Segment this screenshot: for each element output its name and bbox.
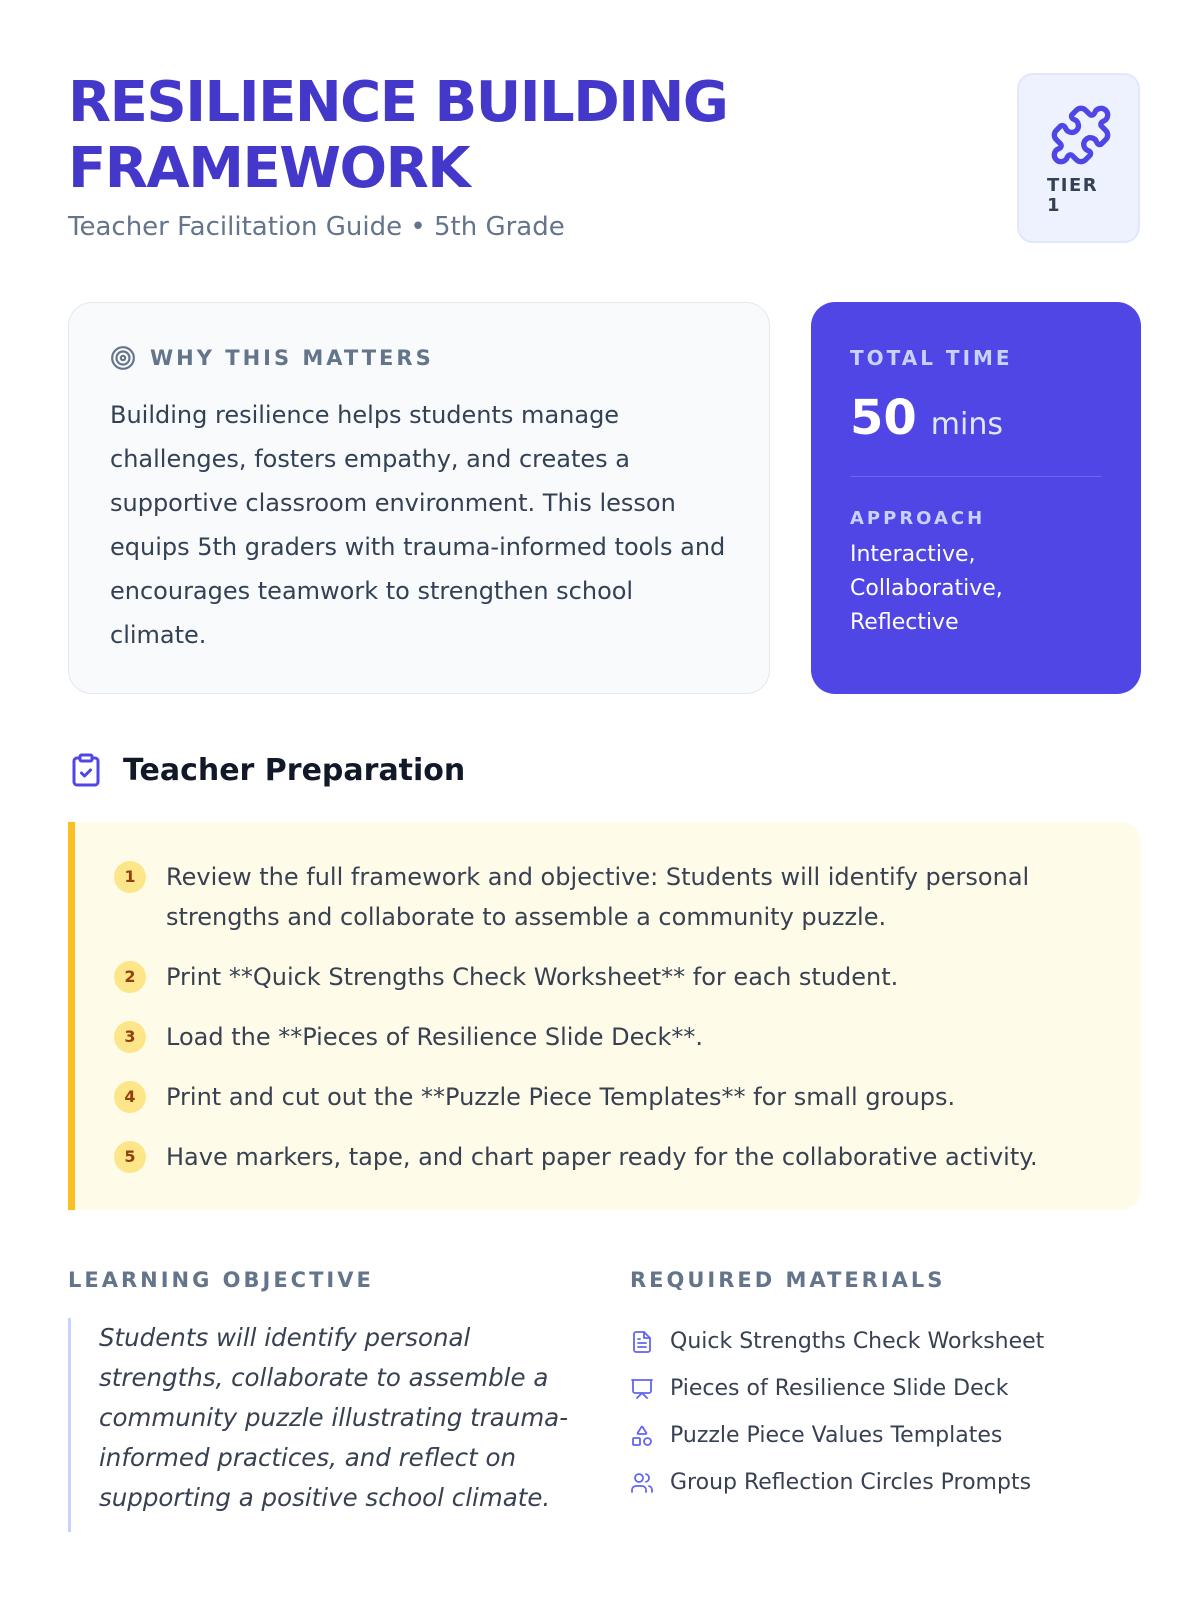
users-icon	[630, 1471, 654, 1495]
material-text: Group Reflection Circles Prompts	[670, 1470, 1032, 1495]
approach-label: APPROACH	[850, 508, 986, 529]
prep-step	[114, 857, 1106, 937]
document-icon	[630, 1330, 654, 1354]
learning-objective-text: Students will identify personal strengths, collaborate to assemble a community puzzle illustrating trauma-informed practices, and reflect on supporting a positive school climate.	[68, 1318, 588, 1532]
approach-text: Interactive, Collaborative, Reflective	[850, 542, 1003, 635]
divider	[850, 476, 1102, 477]
prep-step	[114, 1077, 1106, 1117]
why-title: WHY THIS MATTERS	[150, 346, 434, 370]
required-materials-label: REQUIRED MATERIALS	[630, 1268, 946, 1292]
list-item	[630, 1412, 1044, 1459]
page-subtitle: Teacher Facilitation Guide • 5th Grade	[68, 212, 565, 242]
time-unit: mins	[930, 407, 1003, 442]
step-text: Have markers, tape, and chart paper ready for the collaborative activity.	[166, 1143, 1038, 1171]
page-header	[68, 70, 968, 242]
teacher-preparation-heading	[68, 752, 465, 788]
preparation-title: Teacher Preparation	[123, 752, 466, 788]
tier-label: TIER 1	[1047, 175, 1099, 216]
material-text: Puzzle Piece Values Templates	[670, 1423, 1003, 1448]
target-icon	[110, 345, 136, 371]
presentation-icon	[630, 1377, 654, 1401]
materials-list	[630, 1318, 1044, 1506]
step-number: 4	[114, 1081, 146, 1113]
list-item	[630, 1459, 1044, 1506]
step-number: 3	[114, 1021, 146, 1053]
step-text: Load the **Pieces of Resilience Slide Deck**.	[166, 1023, 704, 1051]
material-text: Pieces of Resilience Slide Deck	[670, 1376, 1009, 1401]
clipboard-check-icon	[68, 752, 104, 788]
prep-step	[114, 1137, 1106, 1177]
puzzle-icon	[1049, 103, 1113, 167]
time-number: 50	[850, 390, 917, 446]
step-number: 2	[114, 961, 146, 993]
prep-step	[114, 957, 1106, 997]
learning-objective-label: LEARNING OBJECTIVE	[68, 1268, 374, 1292]
page-title: RESILIENCE BUILDING FRAMEWORK	[68, 70, 728, 201]
step-number: 5	[114, 1141, 146, 1173]
why-heading	[110, 345, 434, 371]
step-text: Print and cut out the **Puzzle Piece Templates** for small groups.	[166, 1083, 956, 1111]
why-body: Building resilience helps students manage challenges, fosters empathy, and creates a supportive classroom environment. This lesson equips 5th graders with trauma-informed tools and encourages teamwork to strengthen school climate.	[110, 401, 726, 649]
material-text: Quick Strengths Check Worksheet	[670, 1329, 1045, 1354]
why-this-matters-card	[68, 302, 770, 694]
step-text: Print **Quick Strengths Check Worksheet** for each student.	[166, 963, 899, 991]
prep-step	[114, 1017, 1106, 1057]
step-number: 1	[114, 861, 146, 893]
list-item	[630, 1318, 1044, 1365]
total-time-label: TOTAL TIME	[850, 346, 1013, 370]
list-item	[630, 1365, 1044, 1412]
preparation-steps-box	[68, 822, 1141, 1210]
tier-badge	[1017, 73, 1140, 243]
step-text: Review the full framework and objective: Students will identify personal strengths and collaborate to assemble a community puzzle.	[166, 863, 1030, 931]
total-time-card	[811, 302, 1141, 694]
total-time-value	[850, 390, 1003, 446]
shapes-icon	[630, 1424, 654, 1448]
